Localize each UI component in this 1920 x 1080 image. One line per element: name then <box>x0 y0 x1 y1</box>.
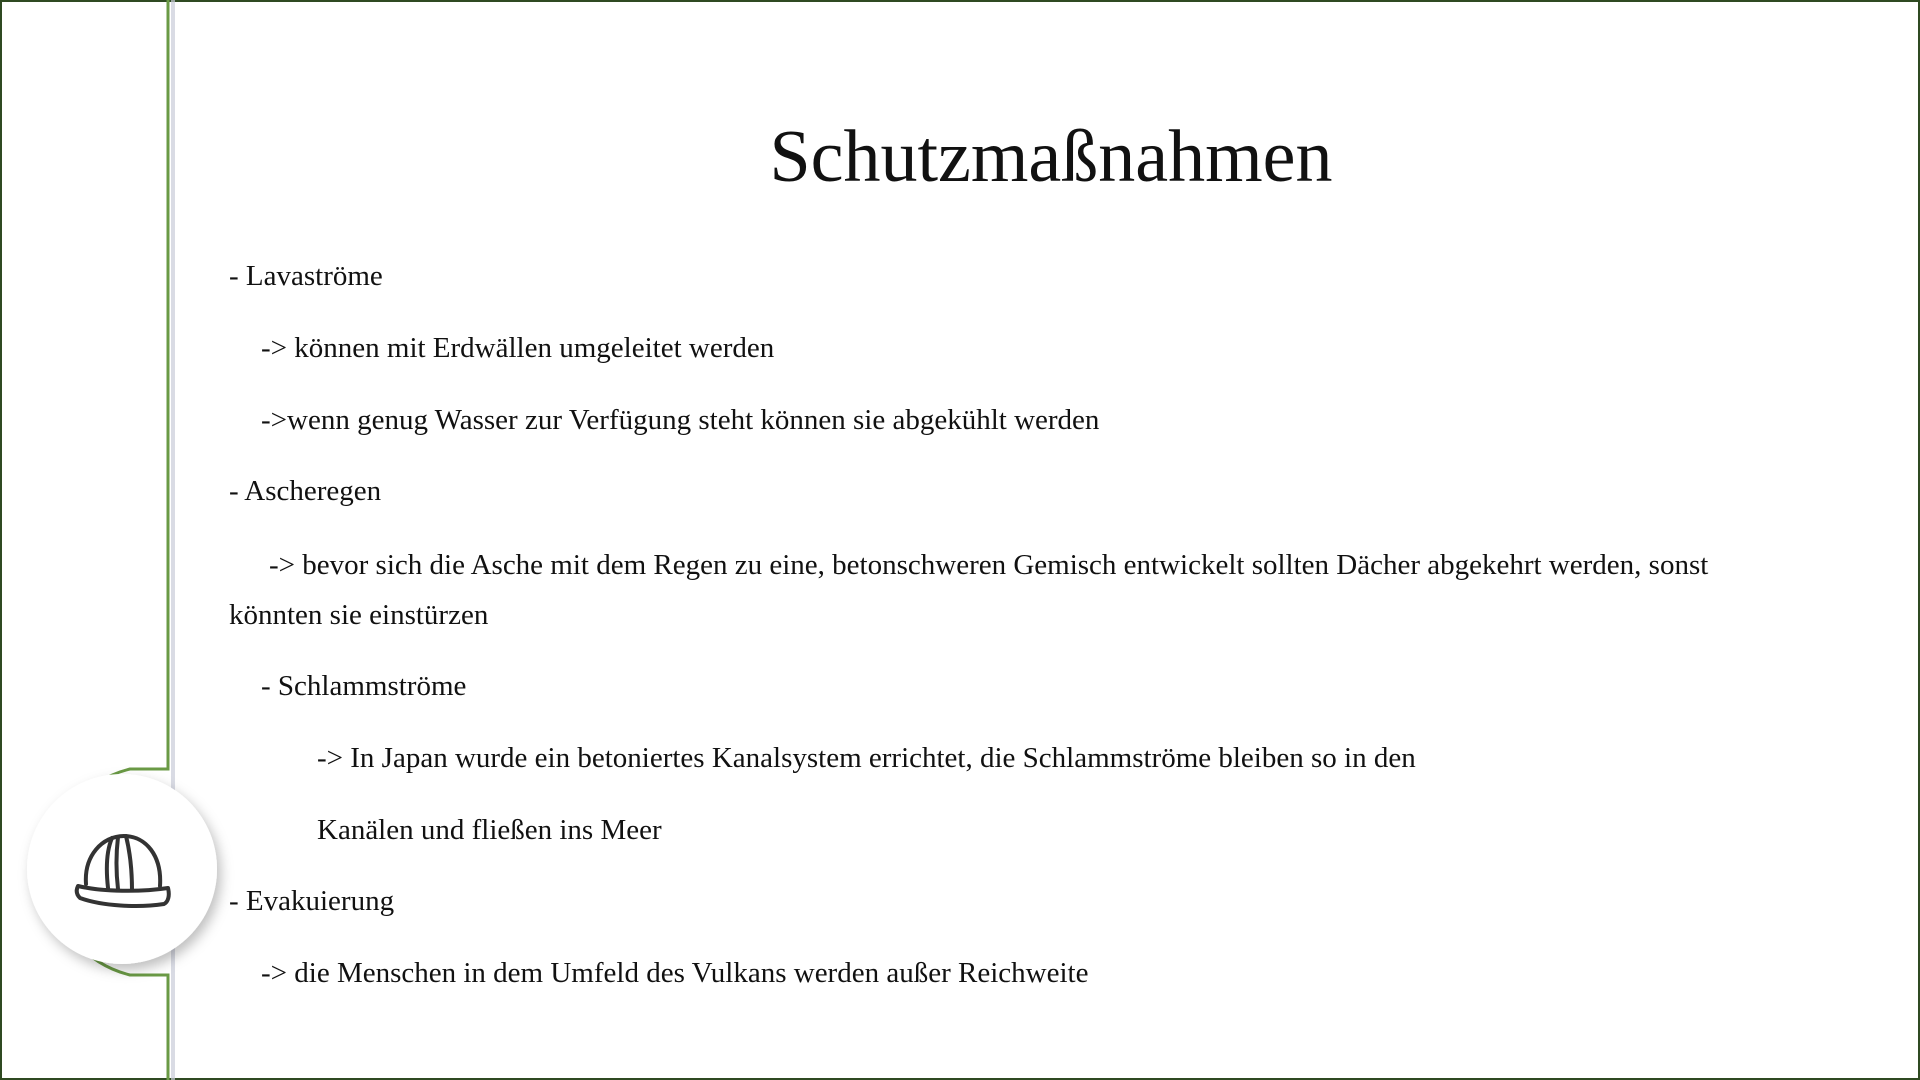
text-line: -> können mit Erdwällen umgeleitet werden <box>261 332 775 364</box>
bullet-lavastroeme: - Lavaströme <box>229 260 383 292</box>
text-line: -> In Japan wurde ein betoniertes Kanalsystem errichtet, die Schlammströme bleiben so in den <box>317 742 1416 774</box>
text-line: könnten sie einstürzen <box>229 599 489 631</box>
text-line: -> die Menschen in dem Umfeld des Vulkans werden außer Reichweite <box>261 957 1089 989</box>
bullet-schlammstroeme: - Schlammströme <box>261 670 467 702</box>
hard-hat-icon <box>72 826 172 912</box>
bullet-ascheregen: - Ascheregen <box>229 475 382 507</box>
bullet-evakuierung: - Evakuierung <box>229 885 395 917</box>
text-line: Kanälen und fließen ins Meer <box>317 814 662 846</box>
text-line: -> bevor sich die Asche mit dem Regen zu eine, betonschweren Gemisch entwickelt sollten Dächer abgekehrt werden, sonst <box>269 549 1709 581</box>
text-line: ->wenn genug Wasser zur Verfügung steht können sie abgekühlt werden <box>261 404 1100 436</box>
slide-title: Schutzmaßnahmen <box>769 116 1333 198</box>
